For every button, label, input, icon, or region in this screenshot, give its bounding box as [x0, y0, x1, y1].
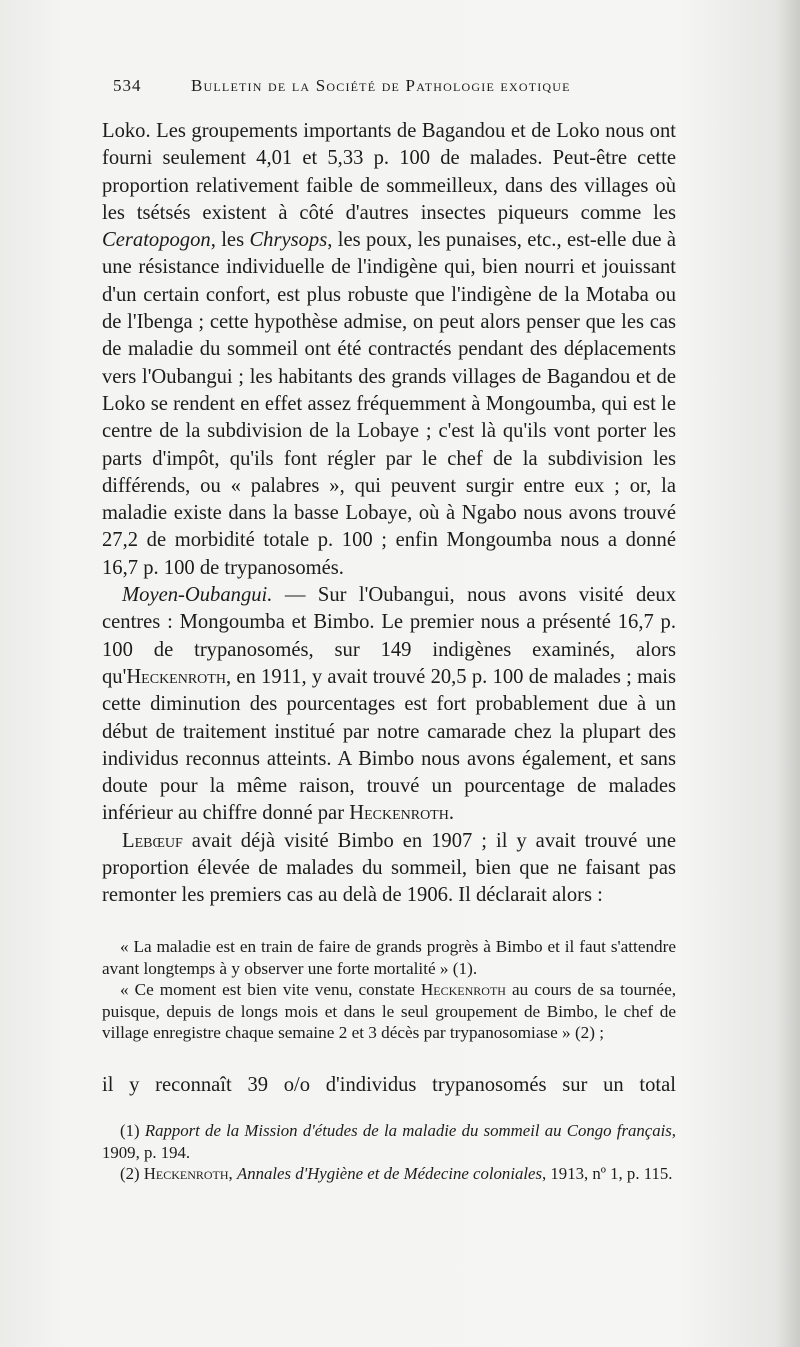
footnote-title: Rapport de la Mission d'études de la maladie du sommeil au Congo français: [144, 1121, 672, 1140]
footnote-marker: (2): [120, 1164, 144, 1183]
text-run: , les: [210, 229, 250, 252]
block-quote: [102, 936, 676, 1044]
text-run: , les poux, les punaises, etc., est-elle due à une résistance individuelle de l'indigène qui, bien nourri et jouissant d'un certain confort, est plus robuste que l'indigène de la Motaba ou de l'Ibenga ; cette hypothèse admise, on peut alors penser que les cas de maladie du sommeil ont été contractés pendant des déplacements vers l'Oubangui ; les habitants des grands villages de Bagandou et de Loko se rendent en effet assez fréquemment à Mongoumba, qui est le centre de la subdivision de la Lobaye ; c'est là qu'ils vont porter les parts d'impôt, qu'ils font régler par le chef de la subdivision les différends, ou « palabres », qui peuvent surgir entre eux ; or, la maladie existe dans la basse Lobaye, où à Ngabo nous avons trouvé 27,2 de morbidité totale p. 100 ; enfin Mongoumba nous a donné 16,7 p. 100 de trypanosomés.: [102, 229, 676, 579]
text-run: , 1913, nº 1, p. 115.: [542, 1164, 673, 1183]
text-run: , en 1911, y avait trouvé 20,5 p. 100 de malades ; mais cette diminution des pourcentages est fort probablement due à un début de traitement institué par notre camarade chez la plupart des individus reconnus atteints. A Bimbo nous avons également, et sans doute pour la même raison, trouvé un pourcentage de malades inférieur au chiffre donné par: [102, 665, 676, 825]
page-number: 534: [113, 76, 142, 95]
paragraph-2: [102, 582, 676, 828]
text-run: ,: [228, 1164, 237, 1183]
footnote-marker: (1): [120, 1121, 145, 1140]
text-run: « Ce moment est bien vite venu, constate: [120, 980, 421, 1000]
italic-term: Chrysops: [249, 229, 328, 252]
section-heading: Moyen-Oubangui.: [122, 584, 273, 607]
main-text: [102, 118, 676, 910]
footnotes: [102, 1120, 676, 1185]
quote-paragraph-2: [102, 979, 676, 1044]
author-name: Heckenroth: [143, 1164, 229, 1183]
paragraph-1: [102, 118, 676, 582]
paragraph-3: [102, 828, 676, 910]
text-run: Loko. Les groupements importants de Bagandou et de Loko nous ont fourni seulement 4,01 et 5,33 p. 100 de malades. Peut-être cette proportion relativement faible de sommeilleux, dans des villages où les tsétsés existent à côté d'autres insectes piqueurs comme les: [102, 120, 676, 224]
text-run: , 1909, p. 194.: [102, 1121, 676, 1162]
text-run: au cours de sa tournée, puisque, depuis de longs mois et dans le seul groupement de Bimbo, le chef de village enregistre chaque semaine 2 et 3 décès par trypanosomiase » (2) ;: [102, 980, 676, 1043]
footnote-title: Annales d'Hygiène et de Médecine coloniales: [236, 1164, 543, 1183]
quote-paragraph-1: « La maladie est en train de faire de grands progrès à Bimbo et il faut s'attendre avant longtemps à y observer une forte mortalité » (1).: [102, 937, 676, 978]
author-name: Heckenroth: [126, 665, 226, 688]
italic-term: Ceratopogon: [102, 229, 211, 252]
footnote-2: [102, 1163, 676, 1185]
author-name: Heckenroth: [420, 980, 506, 1000]
text-run: avait déjà visité Bimbo en 1907 ; il y avait trouvé une proportion élevée de malades du sommeil, bien que ne faisant pas remonter les premiers cas au delà de 1906. Il déclarait alors :: [102, 829, 676, 907]
author-name: Heckenroth: [349, 802, 449, 825]
footnote-1: [102, 1120, 676, 1163]
page-header: [113, 76, 673, 98]
author-name: Lebœuf: [122, 829, 183, 852]
running-title: Bulletin de la Société de Pathologie exotique: [191, 76, 571, 95]
text-run: — Sur l'Oubangui, nous avons visité deux centres : Mongoumba et Bimbo. Le premier nous a présenté 16,7 p. 100 de trypanosomés, sur 149 indigènes examinés, alors qu': [102, 584, 676, 688]
continuation-line: il y reconnaît 39 o/o d'individus trypanosomés sur un total: [102, 1074, 676, 1096]
text-run: .: [448, 802, 455, 825]
